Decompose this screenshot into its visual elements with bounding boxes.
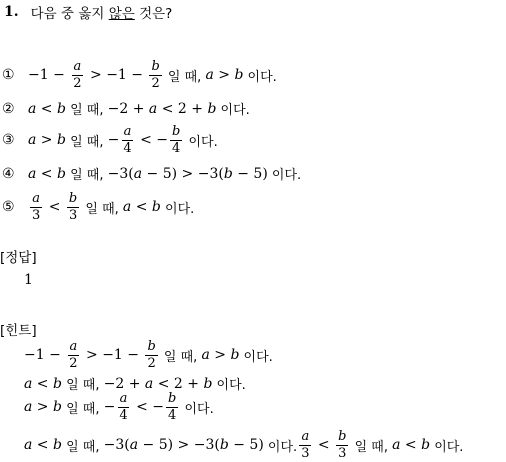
fraction-numerator: b [151, 59, 160, 74]
text-segment: 일 때, [61, 378, 104, 393]
fraction [145, 340, 157, 370]
fraction-denominator: 4 [119, 407, 128, 423]
text-segment: 이다. [184, 134, 218, 150]
text-segment: 이다. [263, 439, 298, 455]
choice-marker: ② [2, 100, 15, 117]
hint-line-3 [24, 392, 214, 422]
question-text [31, 2, 173, 22]
fraction [170, 125, 182, 155]
fraction [67, 340, 79, 370]
fraction [121, 125, 133, 155]
fraction [117, 392, 129, 422]
math-segment: −1 − [24, 347, 66, 364]
fraction-numerator: b [172, 124, 181, 139]
math-segment: > −1 − [85, 67, 148, 84]
text-segment: 이다. [239, 349, 273, 365]
fraction-numerator: a [73, 59, 82, 74]
math-segment: > −1 − [81, 347, 144, 364]
fraction [166, 392, 178, 422]
fraction-numerator: b [338, 429, 347, 444]
fraction-denominator: 2 [69, 355, 78, 371]
fraction-denominator: 3 [338, 445, 347, 461]
fraction-numerator: a [123, 124, 132, 139]
text-segment: 이다. [243, 69, 277, 85]
choice-marker: ① [2, 67, 15, 84]
text-segment: 이다. [160, 201, 195, 217]
math-segment: a < b [122, 199, 161, 216]
math-segment: −1 − [28, 67, 70, 84]
question-number: 1. [4, 4, 19, 20]
math-segment: −3(a − 5) > −3(b − 5) [103, 437, 264, 454]
hint-line-4 [24, 430, 463, 460]
fraction-numerator: a [119, 391, 128, 406]
math-segment: a < b [24, 437, 62, 454]
text-segment: 이다. [267, 168, 302, 183]
math-segment: a < b [392, 437, 431, 454]
fraction-denominator: 4 [172, 140, 181, 156]
math-segment: < [313, 437, 335, 454]
hint-label: [힌트] [0, 323, 37, 339]
math-segment: a < b [28, 100, 66, 117]
question-text-after: 것은? [134, 6, 173, 22]
hint-line-1 [24, 340, 273, 370]
choice-1 [2, 60, 277, 90]
answer-value: 1 [24, 272, 33, 288]
fraction-numerator: a [69, 339, 78, 354]
choice-5 [2, 192, 194, 222]
text-segment: 이다. [216, 103, 250, 118]
question-text-before: 다음 중 옳지 [30, 6, 109, 22]
text-segment: 일 때, [81, 201, 123, 217]
text-segment: 일 때, [61, 401, 104, 417]
math-segment: −2 + a < 2 + b [107, 100, 217, 117]
fraction-numerator: b [168, 391, 177, 406]
fraction-numerator: a [32, 191, 41, 206]
math-segment: a > b [205, 67, 244, 84]
math-segment: < − [135, 132, 169, 149]
math-segment: a > b [28, 132, 66, 149]
answer-label: [정답] [0, 250, 37, 266]
choice-marker: ④ [2, 165, 15, 182]
fraction-denominator: 2 [151, 75, 160, 91]
math-segment: < [44, 199, 65, 216]
text-segment: 일 때, [350, 439, 393, 455]
hint-line-2 [24, 374, 246, 393]
text-segment: 일 때, [65, 103, 108, 118]
fraction-denominator: 3 [32, 207, 41, 223]
math-segment: a < b [28, 165, 66, 182]
text-segment: 일 때, [159, 349, 202, 365]
choice-marker: ⑤ [2, 199, 15, 216]
fraction [299, 430, 311, 460]
text-segment: 이다. [180, 401, 214, 417]
fraction-denominator: 2 [73, 75, 82, 91]
choice-3 [2, 125, 218, 155]
fraction-denominator: 3 [68, 207, 78, 223]
math-segment: −2 + a < 2 + b [103, 375, 213, 392]
fraction [67, 192, 79, 222]
fraction [71, 60, 83, 90]
math-segment: a > b [201, 347, 240, 364]
text-segment: 일 때, [61, 439, 104, 455]
question-header [4, 2, 172, 22]
fraction-denominator: 3 [301, 445, 310, 461]
math-segment: a > b [24, 399, 62, 416]
fraction [149, 60, 161, 90]
fraction-numerator: b [147, 339, 156, 354]
text-segment: 일 때, [65, 134, 108, 150]
fraction-denominator: 4 [123, 140, 132, 156]
text-segment: 일 때, [65, 168, 108, 183]
fraction [336, 430, 348, 460]
math-segment: −3(a − 5) > −3(b − 5) [107, 165, 268, 182]
fraction-numerator: a [301, 429, 310, 444]
fraction-denominator: 4 [168, 407, 177, 423]
fraction-denominator: 2 [147, 355, 156, 371]
math-segment: < − [131, 399, 165, 416]
question-text-underlined: 않은 [108, 6, 135, 22]
text-segment: 일 때, [163, 69, 206, 85]
text-segment: 이다. [212, 378, 246, 393]
math-segment: − [107, 132, 120, 149]
choice-marker: ③ [2, 132, 15, 149]
choice-4 [2, 164, 301, 183]
fraction [30, 192, 42, 222]
math-segment: a < b [24, 375, 62, 392]
choice-2 [2, 99, 250, 118]
text-segment: 이다. [430, 439, 464, 455]
math-segment: − [103, 399, 116, 416]
fraction-numerator: b [68, 191, 78, 206]
